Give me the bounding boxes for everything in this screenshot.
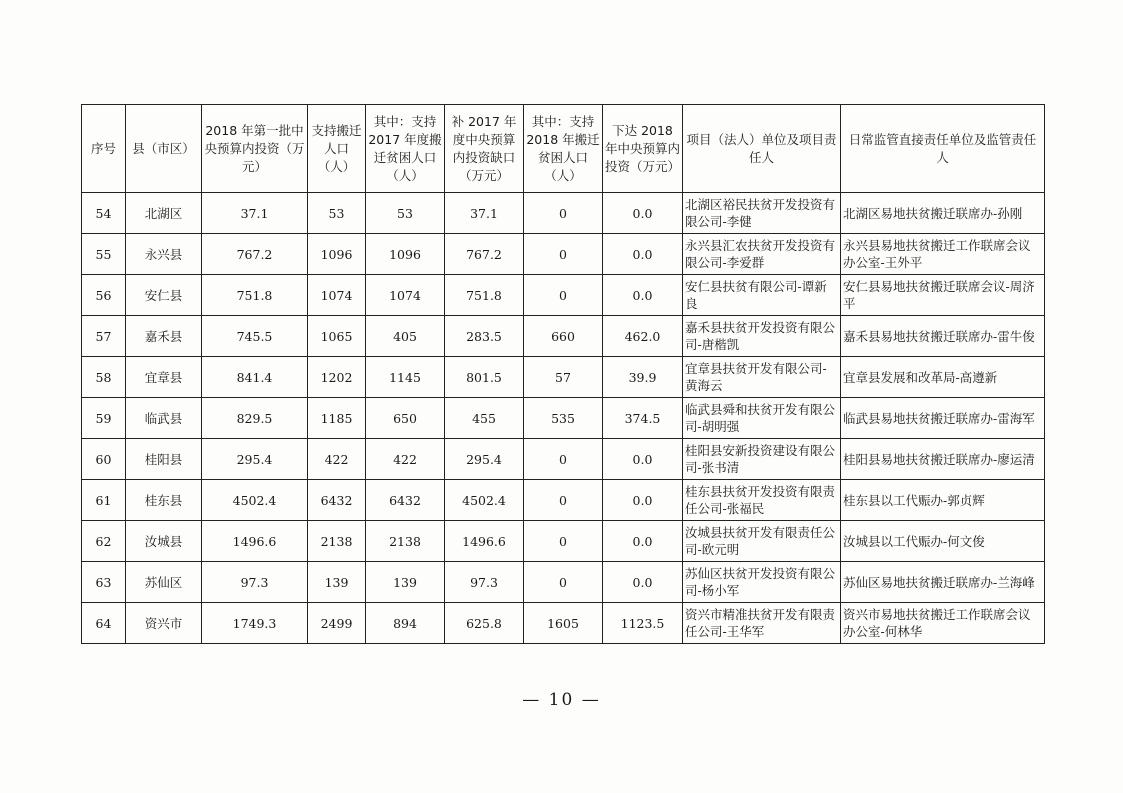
cell-investment-gap-2017: 283.5 xyxy=(445,316,524,357)
cell-investment-2018: 0.0 xyxy=(603,439,683,480)
cell-first-batch-investment: 745.5 xyxy=(202,316,308,357)
cell-investment-2018: 39.9 xyxy=(603,357,683,398)
cell-poor-population-2018: 660 xyxy=(524,316,603,357)
cell-investment-gap-2017: 295.4 xyxy=(445,439,524,480)
cell-investment-gap-2017: 4502.4 xyxy=(445,480,524,521)
cell-relocated-population: 1185 xyxy=(308,398,366,439)
cell-poor-population-2018: 0 xyxy=(524,234,603,275)
cell-poor-population-2018: 535 xyxy=(524,398,603,439)
cell-investment-gap-2017: 1496.6 xyxy=(445,521,524,562)
cell-county: 北湖区 xyxy=(126,193,202,234)
cell-county: 桂阳县 xyxy=(126,439,202,480)
header-2018-poor-population: 其中：支持2018 年搬迁贫困人口（人） xyxy=(524,105,603,193)
table-row xyxy=(82,357,1045,398)
cell-county: 嘉禾县 xyxy=(126,316,202,357)
cell-investment-gap-2017: 751.8 xyxy=(445,275,524,316)
cell-poor-population-2017: 405 xyxy=(366,316,445,357)
cell-investment-2018: 0.0 xyxy=(603,193,683,234)
table-row xyxy=(82,521,1045,562)
cell-poor-population-2018: 0 xyxy=(524,480,603,521)
header-first-batch-investment: 2018 年第一批中央预算内投资（万元） xyxy=(202,105,308,193)
cell-project-unit: 安仁县扶贫有限公司-谭新良 xyxy=(683,275,841,316)
table-row xyxy=(82,480,1045,521)
cell-supervision-unit: 宜章县发展和改革局-高遵新 xyxy=(841,357,1045,398)
cell-investment-gap-2017: 455 xyxy=(445,398,524,439)
table-row xyxy=(82,562,1045,603)
cell-first-batch-investment: 295.4 xyxy=(202,439,308,480)
cell-project-unit: 桂阳县安新投资建设有限公司-张书清 xyxy=(683,439,841,480)
table-row xyxy=(82,439,1045,480)
cell-supervision-unit: 安仁县易地扶贫搬迁联席会议-周济平 xyxy=(841,275,1045,316)
cell-project-unit: 临武县舜和扶贫开发有限公司-胡明强 xyxy=(683,398,841,439)
cell-supervision-unit: 桂阳县易地扶贫搬迁联席办-廖运清 xyxy=(841,439,1045,480)
cell-first-batch-investment: 1496.6 xyxy=(202,521,308,562)
cell-investment-2018: 0.0 xyxy=(603,480,683,521)
cell-county: 安仁县 xyxy=(126,275,202,316)
cell-supervision-unit: 汝城县以工代赈办-何文俊 xyxy=(841,521,1045,562)
cell-poor-population-2017: 139 xyxy=(366,562,445,603)
cell-seq: 61 xyxy=(82,480,126,521)
cell-investment-gap-2017: 97.3 xyxy=(445,562,524,603)
cell-poor-population-2018: 0 xyxy=(524,275,603,316)
investment-table xyxy=(81,104,1045,644)
header-relocated-population: 支持搬迁人口（人） xyxy=(308,105,366,193)
cell-poor-population-2018: 0 xyxy=(524,562,603,603)
cell-county: 永兴县 xyxy=(126,234,202,275)
cell-first-batch-investment: 841.4 xyxy=(202,357,308,398)
cell-seq: 64 xyxy=(82,603,126,644)
cell-poor-population-2017: 53 xyxy=(366,193,445,234)
cell-relocated-population: 139 xyxy=(308,562,366,603)
cell-poor-population-2018: 0 xyxy=(524,521,603,562)
header-supervision-unit: 日常监管直接责任单位及监管责任人 xyxy=(841,105,1045,193)
cell-county: 宜章县 xyxy=(126,357,202,398)
table-row xyxy=(82,398,1045,439)
cell-first-batch-investment: 767.2 xyxy=(202,234,308,275)
header-project-unit: 项目（法人）单位及项目责任人 xyxy=(683,105,841,193)
cell-project-unit: 苏仙区扶贫开发投资有限公司-杨小军 xyxy=(683,562,841,603)
cell-investment-2018: 374.5 xyxy=(603,398,683,439)
table-row xyxy=(82,603,1045,644)
cell-relocated-population: 2499 xyxy=(308,603,366,644)
cell-project-unit: 桂东县扶贫开发投资有限责任公司-张福民 xyxy=(683,480,841,521)
cell-seq: 60 xyxy=(82,439,126,480)
cell-relocated-population: 1096 xyxy=(308,234,366,275)
cell-investment-2018: 462.0 xyxy=(603,316,683,357)
cell-project-unit: 嘉禾县扶贫开发投资有限公司-唐楷凯 xyxy=(683,316,841,357)
header-2017-poor-population: 其中：支持2017 年度搬迁贫困人口（人） xyxy=(366,105,445,193)
cell-supervision-unit: 资兴市易地扶贫搬迁工作联席会议办公室-何林华 xyxy=(841,603,1045,644)
cell-relocated-population: 6432 xyxy=(308,480,366,521)
cell-first-batch-investment: 829.5 xyxy=(202,398,308,439)
cell-project-unit: 汝城县扶贫开发有限责任公司-欧元明 xyxy=(683,521,841,562)
cell-investment-2018: 0.0 xyxy=(603,275,683,316)
cell-relocated-population: 1202 xyxy=(308,357,366,398)
table-row xyxy=(82,234,1045,275)
table-row xyxy=(82,275,1045,316)
cell-poor-population-2017: 2138 xyxy=(366,521,445,562)
cell-poor-population-2018: 0 xyxy=(524,193,603,234)
cell-project-unit: 永兴县汇农扶贫开发投资有限公司-李爱群 xyxy=(683,234,841,275)
cell-supervision-unit: 北湖区易地扶贫搬迁联席办-孙刚 xyxy=(841,193,1045,234)
cell-poor-population-2017: 894 xyxy=(366,603,445,644)
table-row xyxy=(82,193,1045,234)
cell-seq: 56 xyxy=(82,275,126,316)
cell-seq: 54 xyxy=(82,193,126,234)
header-2018-investment: 下达 2018 年中央预算内投资（万元） xyxy=(603,105,683,193)
cell-project-unit: 资兴市精准扶贫开发有限责任公司-王华军 xyxy=(683,603,841,644)
cell-seq: 63 xyxy=(82,562,126,603)
cell-poor-population-2017: 650 xyxy=(366,398,445,439)
cell-first-batch-investment: 97.3 xyxy=(202,562,308,603)
cell-poor-population-2017: 1074 xyxy=(366,275,445,316)
cell-first-batch-investment: 4502.4 xyxy=(202,480,308,521)
cell-project-unit: 北湖区裕民扶贫开发投资有限公司-李健 xyxy=(683,193,841,234)
cell-first-batch-investment: 1749.3 xyxy=(202,603,308,644)
cell-relocated-population: 2138 xyxy=(308,521,366,562)
cell-relocated-population: 1074 xyxy=(308,275,366,316)
cell-poor-population-2017: 1096 xyxy=(366,234,445,275)
cell-county: 桂东县 xyxy=(126,480,202,521)
cell-investment-2018: 0.0 xyxy=(603,562,683,603)
table-row xyxy=(82,316,1045,357)
cell-county: 临武县 xyxy=(126,398,202,439)
header-seq: 序号 xyxy=(82,105,126,193)
cell-poor-population-2018: 1605 xyxy=(524,603,603,644)
cell-county: 汝城县 xyxy=(126,521,202,562)
page-number: — 10 — xyxy=(522,690,601,710)
cell-investment-gap-2017: 37.1 xyxy=(445,193,524,234)
cell-seq: 59 xyxy=(82,398,126,439)
cell-poor-population-2018: 0 xyxy=(524,439,603,480)
cell-seq: 57 xyxy=(82,316,126,357)
cell-county: 苏仙区 xyxy=(126,562,202,603)
header-county: 县（市区） xyxy=(126,105,202,193)
cell-investment-2018: 0.0 xyxy=(603,521,683,562)
cell-investment-gap-2017: 801.5 xyxy=(445,357,524,398)
cell-seq: 58 xyxy=(82,357,126,398)
cell-poor-population-2017: 422 xyxy=(366,439,445,480)
cell-relocated-population: 53 xyxy=(308,193,366,234)
cell-county: 资兴市 xyxy=(126,603,202,644)
cell-supervision-unit: 嘉禾县易地扶贫搬迁联席办-雷牛俊 xyxy=(841,316,1045,357)
cell-seq: 62 xyxy=(82,521,126,562)
cell-poor-population-2018: 57 xyxy=(524,357,603,398)
cell-supervision-unit: 桂东县以工代赈办-郭贞辉 xyxy=(841,480,1045,521)
cell-project-unit: 宜章县扶贫开发有限公司-黄海云 xyxy=(683,357,841,398)
cell-first-batch-investment: 37.1 xyxy=(202,193,308,234)
table-body xyxy=(82,193,1045,644)
cell-supervision-unit: 临武县易地扶贫搬迁联席办-雷海军 xyxy=(841,398,1045,439)
cell-relocated-population: 422 xyxy=(308,439,366,480)
cell-supervision-unit: 苏仙区易地扶贫搬迁联席办-兰海峰 xyxy=(841,562,1045,603)
cell-seq: 55 xyxy=(82,234,126,275)
header-2017-investment-gap: 补 2017 年度中央预算内投资缺口（万元） xyxy=(445,105,524,193)
table-header-row xyxy=(82,105,1045,193)
cell-supervision-unit: 永兴县易地扶贫搬迁工作联席会议办公室-王外平 xyxy=(841,234,1045,275)
cell-poor-population-2017: 1145 xyxy=(366,357,445,398)
cell-investment-gap-2017: 767.2 xyxy=(445,234,524,275)
cell-relocated-population: 1065 xyxy=(308,316,366,357)
cell-investment-gap-2017: 625.8 xyxy=(445,603,524,644)
cell-first-batch-investment: 751.8 xyxy=(202,275,308,316)
cell-investment-2018: 0.0 xyxy=(603,234,683,275)
cell-investment-2018: 1123.5 xyxy=(603,603,683,644)
cell-poor-population-2017: 6432 xyxy=(366,480,445,521)
